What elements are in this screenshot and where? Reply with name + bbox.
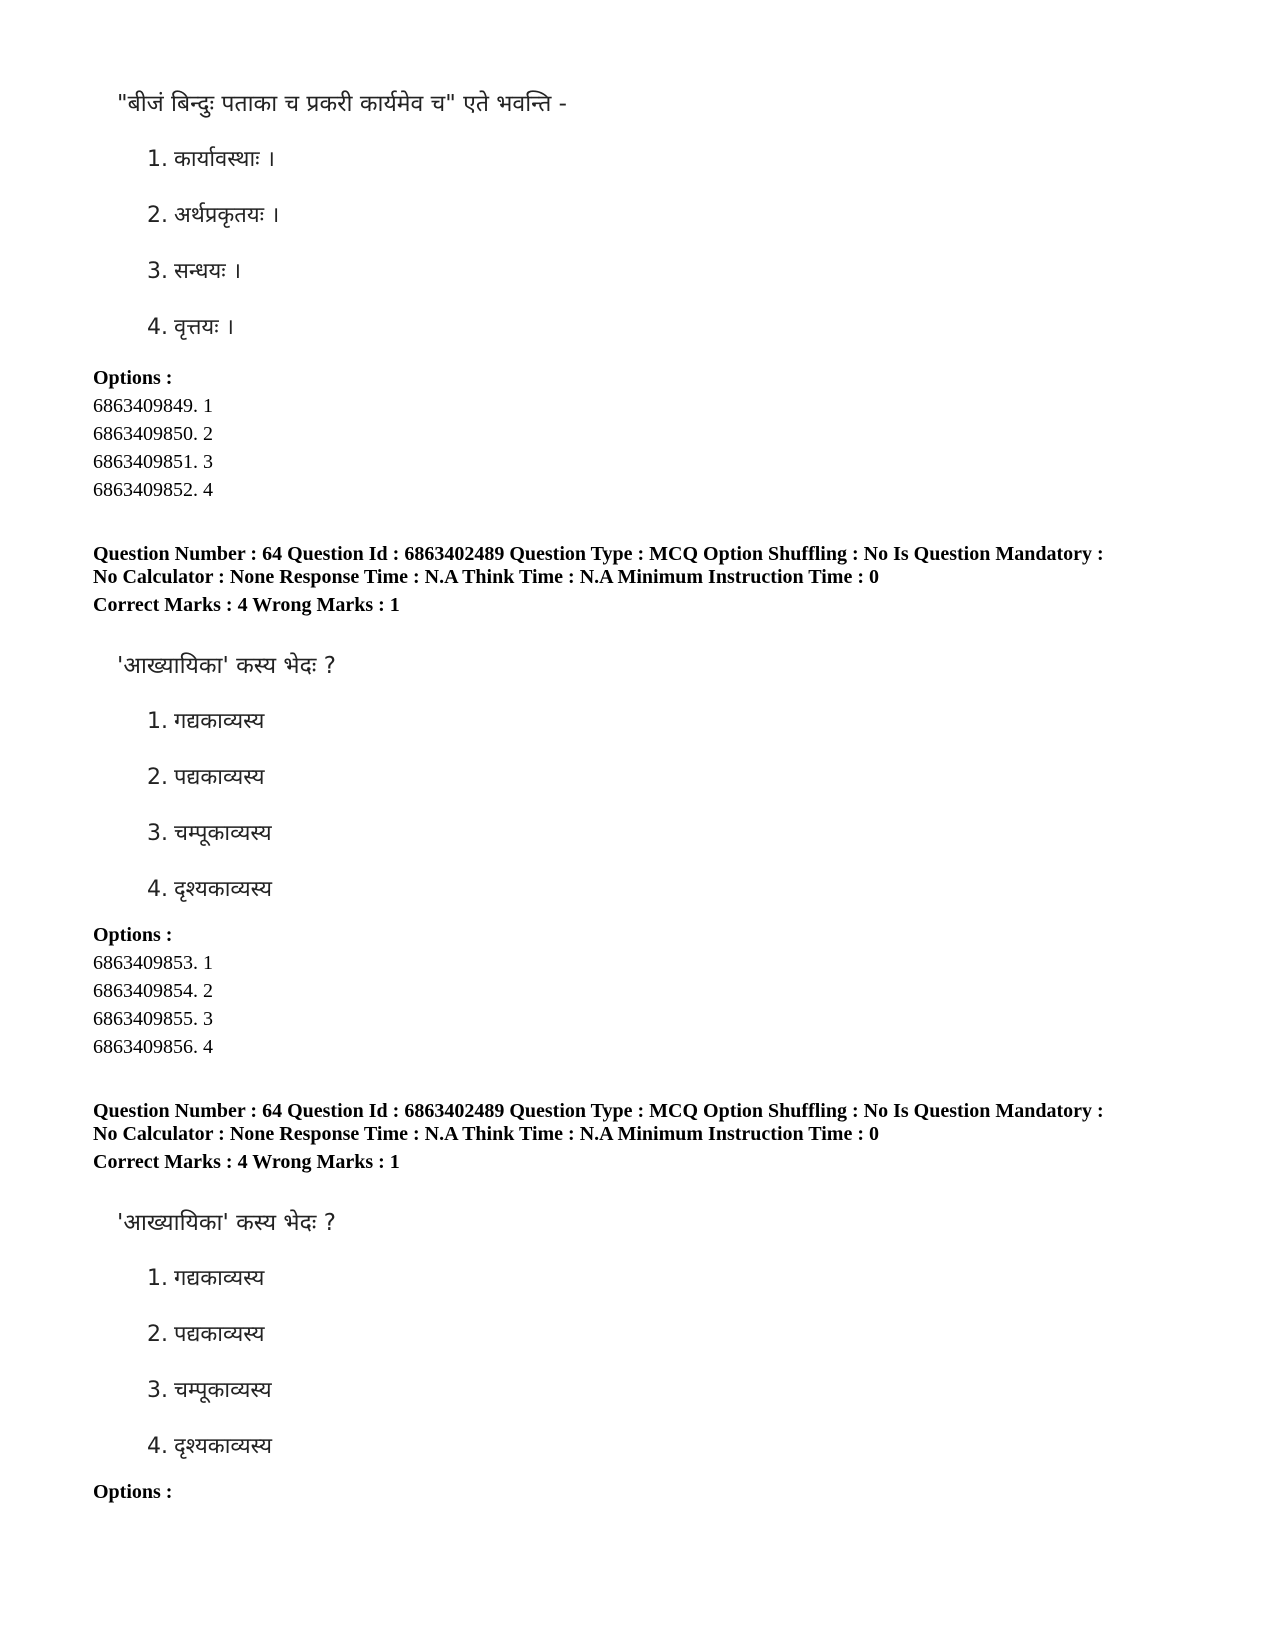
- choice-number: 2.: [147, 1322, 168, 1347]
- option-row: 6863409856. 4: [93, 1036, 213, 1058]
- choice-item: [147, 761, 265, 791]
- choice-text: अर्थप्रकृतयः ।: [174, 203, 280, 228]
- choice-number: 1.: [147, 709, 168, 734]
- choice-number: 3.: [147, 821, 168, 846]
- option-row: 6863409850. 2: [93, 423, 213, 445]
- choice-text: पद्यकाव्यस्य: [174, 1322, 265, 1347]
- choice-text: पद्यकाव्यस्य: [174, 765, 265, 790]
- marks-line: Correct Marks : 4 Wrong Marks : 1: [93, 594, 400, 616]
- choice-text: गद्यकाव्यस्य: [174, 1266, 265, 1291]
- options-label: Options :: [93, 1481, 173, 1503]
- options-label: Options :: [93, 367, 173, 389]
- question-text: 'आख्यायिका' कस्य भेदः ?: [117, 653, 336, 679]
- choice-text: गद्यकाव्यस्य: [174, 709, 265, 734]
- choice-number: 4.: [147, 1434, 168, 1459]
- choice-number: 3.: [147, 259, 168, 284]
- choice-item: [147, 817, 272, 847]
- choice-item: [147, 143, 275, 173]
- option-row: 6863409849. 1: [93, 395, 213, 417]
- choice-text: चम्पूकाव्यस्य: [174, 821, 272, 846]
- option-row: 6863409852. 4: [93, 479, 213, 501]
- option-row: 6863409855. 3: [93, 1008, 213, 1030]
- choice-item: [147, 873, 272, 903]
- choice-item: [147, 705, 264, 735]
- question-meta-line: No Calculator : None Response Time : N.A Think Time : N.A Minimum Instruction Time : 0: [93, 1123, 879, 1145]
- choice-text: दृश्यकाव्यस्य: [174, 1434, 272, 1459]
- choice-item: [147, 1374, 272, 1404]
- question-text: 'आख्यायिका' कस्य भेदः ?: [117, 1210, 336, 1236]
- choice-item: [147, 199, 279, 229]
- choice-item: [147, 1430, 272, 1460]
- choice-item: [147, 1262, 264, 1292]
- option-row: 6863409854. 2: [93, 980, 213, 1002]
- choice-item: [147, 255, 241, 285]
- option-row: 6863409853. 1: [93, 952, 213, 974]
- choice-number: 1.: [147, 147, 168, 172]
- choice-number: 3.: [147, 1378, 168, 1403]
- choice-number: 2.: [147, 203, 168, 228]
- choice-text: दृश्यकाव्यस्य: [174, 877, 272, 902]
- question-meta-line: Question Number : 64 Question Id : 6863402489 Question Type : MCQ Option Shuffling : No Is Question Mandatory :: [93, 543, 1104, 565]
- choice-text: कार्यावस्थाः ।: [174, 147, 275, 172]
- choice-item: [147, 311, 234, 341]
- question-text: "बीजं बिन्दुः पताका च प्रकरी कार्यमेव च" एते भवन्ति -: [117, 91, 567, 117]
- option-row: 6863409851. 3: [93, 451, 213, 473]
- options-label: Options :: [93, 924, 173, 946]
- choice-number: 4.: [147, 877, 168, 902]
- question-meta-line: Question Number : 64 Question Id : 6863402489 Question Type : MCQ Option Shuffling : No Is Question Mandatory :: [93, 1100, 1104, 1122]
- choice-number: 2.: [147, 765, 168, 790]
- choice-text: सन्धयः ।: [174, 259, 242, 284]
- choice-item: [147, 1318, 265, 1348]
- choice-text: चम्पूकाव्यस्य: [174, 1378, 272, 1403]
- choice-number: 4.: [147, 315, 168, 340]
- choice-text: वृत्तयः ।: [174, 315, 234, 340]
- marks-line: Correct Marks : 4 Wrong Marks : 1: [93, 1151, 400, 1173]
- question-meta-line: No Calculator : None Response Time : N.A Think Time : N.A Minimum Instruction Time : 0: [93, 566, 879, 588]
- choice-number: 1.: [147, 1266, 168, 1291]
